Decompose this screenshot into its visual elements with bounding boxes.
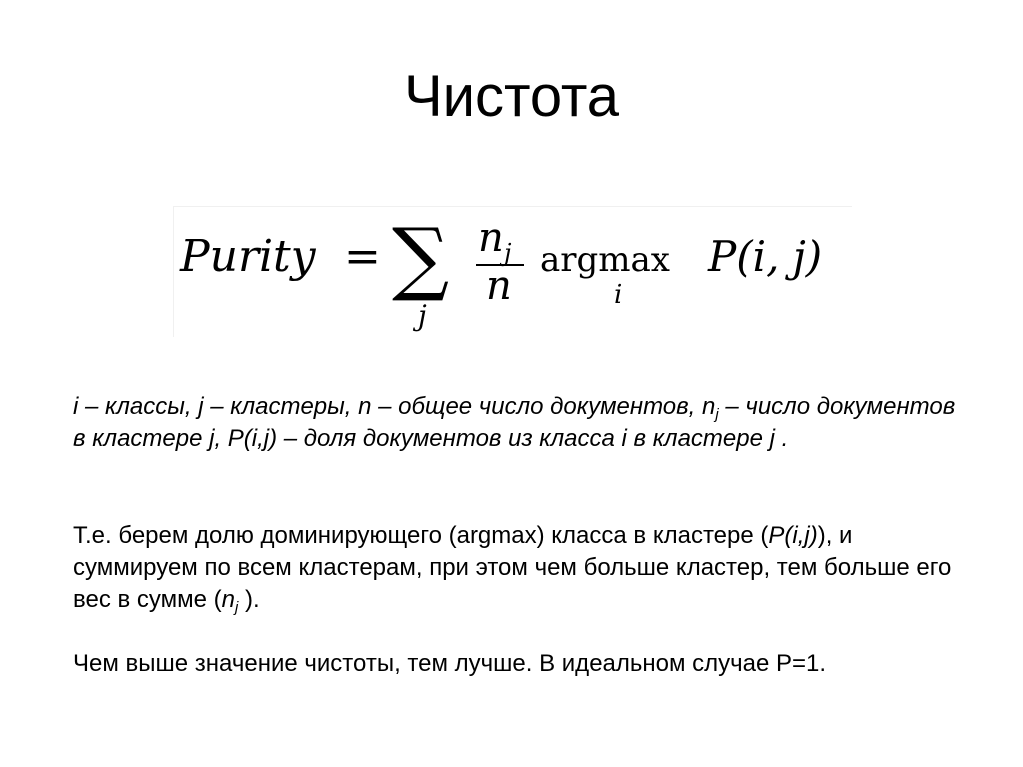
formula-operator: argmax [540,240,670,280]
explanation-pij: P(i,j) [768,522,818,549]
explanation-text-3: ). [238,586,260,613]
definitions-text-end: – число документов в кластере j, P(i,j) – доля документов из класса i в кластере j . [73,393,956,452]
formula-numerator-sub: j [504,239,512,267]
formula-sum-symbol: ∑ [392,211,450,304]
formula-numerator: n [478,215,504,261]
formula-function: P(i, j) [708,232,823,281]
formula-lhs: Purity [180,231,316,282]
formula-operator-index: i [614,280,623,310]
explanation-paragraph [73,520,973,616]
explanation-text-1: Т.е. берем долю доминирующего (argmax) класса в кластере ( [73,522,769,549]
purity-formula [173,206,852,337]
definitions-text-start: i – классы, j – кластеры, n – общее число документов, n [73,393,716,420]
formula-denominator: n [486,263,512,309]
definitions-paragraph [73,391,973,455]
formula-sum-index: j [418,299,427,332]
slide-title: Чистота [403,64,620,129]
explanation-nj: n [221,586,236,613]
conclusion-paragraph: Чем выше значение чистоты, тем лучше. В идеальном случае P=1. [73,650,827,677]
explanation-text-2: ), и суммируем по всем кластерам, при этом чем больше кластер, тем больше его вес в сумме ( [73,522,952,613]
explanation-nj-subscript: j [235,599,239,616]
formula-equals: = [344,231,381,282]
definitions-subscript: j [715,406,719,423]
